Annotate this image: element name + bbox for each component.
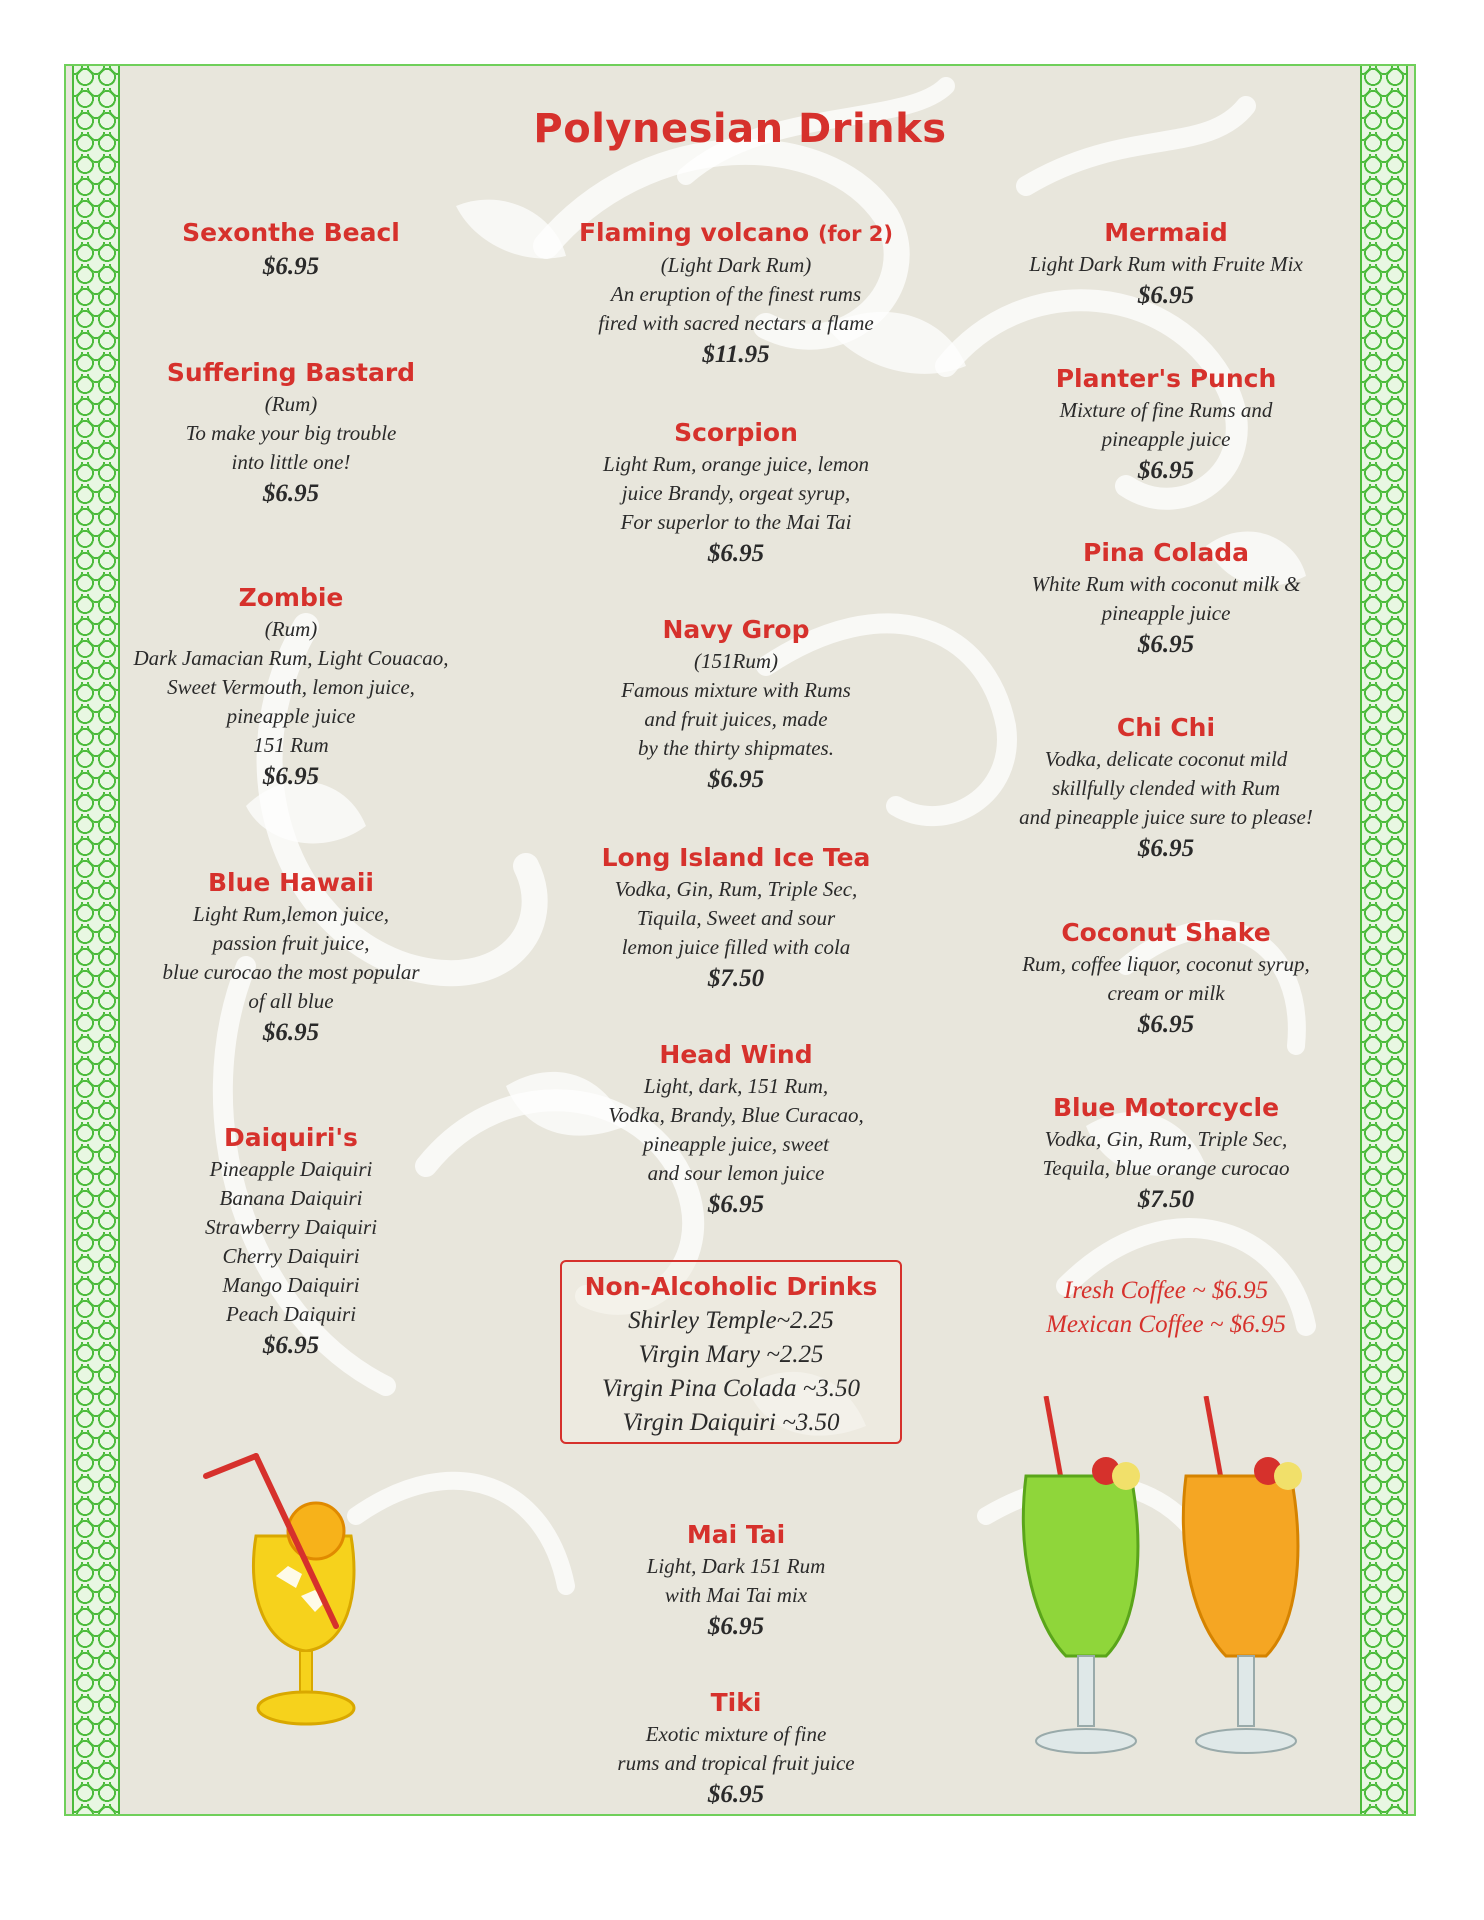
non-alcoholic-box: [560, 1260, 902, 1444]
drink-name: Mermaid: [1104, 218, 1228, 247]
drink-price: $6.95: [707, 1781, 765, 1808]
hurricane-cocktails-art: [1006, 1396, 1336, 1786]
drink-desc-line: (Light Dark Rum): [660, 253, 812, 277]
drink-price: $6.95: [1137, 1011, 1195, 1038]
drink-blue-motorcycle: [976, 1091, 1356, 1217]
drink-desc-line: pineapple juice: [1101, 601, 1231, 625]
drink-desc-line: Mango Daiquiri: [222, 1273, 360, 1297]
drink-desc-line: Light Rum,lemon juice,: [193, 902, 389, 926]
drink-desc-line: juice Brandy, orgeat syrup,: [621, 481, 851, 505]
menu-page: [64, 64, 1416, 1816]
drink-head-wind: [536, 1038, 936, 1222]
drink-desc-line: Light, Dark 151 Rum: [646, 1554, 826, 1578]
green-hurricane-cocktail-icon: [1023, 1396, 1140, 1753]
coffee-item: Mexican Coffee ~ $6.95: [1046, 1311, 1286, 1338]
drink-sexonthe-beacl: [126, 216, 456, 284]
drink-price: $6.95: [707, 1191, 765, 1218]
drink-desc-line: Light, dark, 151 Rum,: [643, 1074, 829, 1098]
drink-desc-line: Sweet Vermouth, lemon juice,: [167, 675, 415, 699]
drink-desc-line: of all blue: [248, 989, 334, 1013]
drink-desc-line: Pineapple Daiquiri: [209, 1157, 373, 1181]
drink-desc-line: An eruption of the finest rums: [610, 282, 862, 306]
drink-desc-line: blue curocao the most popular: [162, 960, 420, 984]
drink-price: $6.95: [262, 480, 320, 507]
non-alcoholic-title: Non-Alcoholic Drinks: [584, 1272, 878, 1301]
drink-chi-chi: [976, 711, 1356, 866]
drink-desc-line: Vodka, Brandy, Blue Curacao,: [608, 1103, 864, 1127]
drink-price: $6.95: [262, 1019, 320, 1046]
drink-desc-line: and pineapple juice sure to please!: [1019, 805, 1313, 829]
drink-desc-line: Tequila, blue orange curocao: [1042, 1156, 1290, 1180]
drink-name: Daiquiri's: [224, 1123, 358, 1152]
drink-blue-hawaii: [126, 866, 456, 1050]
left-decorative-border: [72, 66, 120, 1814]
drink-name: Blue Hawaii: [208, 868, 374, 897]
drink-name: [536, 216, 936, 251]
drink-price: $6.95: [1137, 631, 1195, 658]
drink-price: $6.95: [1137, 835, 1195, 862]
non-alcoholic-item: Virgin Mary ~2.25: [638, 1341, 824, 1368]
drink-name: Navy Grop: [662, 615, 810, 644]
yellow-cocktail-icon: [196, 1446, 396, 1746]
drink-desc-line: (Rum): [264, 392, 318, 416]
drink-desc-line: Tiquila, Sweet and sour: [636, 906, 836, 930]
coffee-item: Iresh Coffee ~ $6.95: [1063, 1277, 1269, 1304]
drink-desc-line: and fruit juices, made: [644, 707, 828, 731]
drink-name: Blue Motorcycle: [1052, 1093, 1280, 1122]
drink-mermaid: [976, 216, 1356, 313]
drink-desc-line: 151 Rum: [253, 733, 329, 757]
drink-name-suffix: (for 2): [817, 222, 893, 246]
menu-title: Polynesian Drinks: [533, 106, 947, 152]
drink-desc-line: (151Rum): [694, 649, 778, 673]
right-decorative-border: [1360, 66, 1408, 1814]
drink-long-island-ice-tea: [536, 841, 936, 996]
non-alcoholic-item: Virgin Pina Colada ~3.50: [602, 1375, 860, 1402]
drink-desc-line: Famous mixture with Rums: [621, 678, 851, 702]
drink-price: $6.95: [1137, 457, 1195, 484]
drink-desc-line: with Mai Tai mix: [664, 1583, 808, 1607]
drink-name: Zombie: [238, 583, 344, 612]
drink-desc-line: fired with sacred nectars a flame: [598, 311, 874, 335]
drink-name: Scorpion: [674, 418, 798, 447]
drink-name: Pina Colada: [1083, 538, 1249, 567]
drink-name: Planter's Punch: [1055, 364, 1277, 393]
drink-name: Sexonthe Beacl: [182, 218, 400, 247]
drink-price: $6.95: [1137, 282, 1195, 309]
drink-price: $7.50: [1137, 1186, 1195, 1213]
drink-flaming-volcano: [536, 216, 936, 372]
non-alcoholic-item: Shirley Temple~2.25: [628, 1307, 834, 1334]
drink-desc-line: To make your big trouble: [185, 421, 397, 445]
drink-desc-line: Mixture of fine Rums and: [1059, 398, 1273, 422]
drink-price: $6.95: [707, 766, 765, 793]
drink-pina-colada: [976, 536, 1356, 662]
drink-zombie: [126, 581, 456, 794]
drink-navy-grop: [536, 613, 936, 797]
drink-desc-line: Banana Daiquiri: [219, 1186, 363, 1210]
drink-desc-line: Dark Jamacian Rum, Light Couacao,: [133, 646, 449, 670]
drink-desc-line: Light Dark Rum with Fruite Mix: [1029, 252, 1303, 276]
drink-name-text: Flaming volcano: [578, 218, 810, 247]
drink-suffering-bastard: [126, 356, 456, 511]
coffee-list: [976, 1274, 1356, 1342]
drink-scorpion: [536, 416, 936, 571]
drink-mai-tai: [536, 1518, 936, 1644]
drink-price: $6.95: [262, 1332, 320, 1359]
drink-desc-line: Strawberry Daiquiri: [204, 1215, 378, 1239]
drink-desc-line: Exotic mixture of fine: [645, 1722, 827, 1746]
drink-name: Suffering Bastard: [166, 358, 416, 387]
orange-hurricane-cocktail-icon: [1183, 1396, 1302, 1753]
drink-price: $6.95: [707, 540, 765, 567]
drink-desc-line: by the thirty shipmates.: [638, 736, 834, 760]
drink-price: $6.95: [262, 253, 320, 280]
drink-desc-line: Rum, coffee liquor, coconut syrup,: [1022, 952, 1310, 976]
drink-tiki: [536, 1686, 936, 1812]
drink-desc-line: pineapple juice, sweet: [642, 1132, 830, 1156]
drink-desc-line: rums and tropical fruit juice: [617, 1751, 855, 1775]
drink-desc-line: Vodka, Gin, Rum, Triple Sec,: [614, 877, 858, 901]
drink-price: $11.95: [702, 341, 770, 368]
drink-desc-line: (Rum): [264, 617, 318, 641]
drink-desc-line: Cherry Daiquiri: [222, 1244, 360, 1268]
drink-desc-line: For superlor to the Mai Tai: [620, 510, 852, 534]
drink-price: $6.95: [262, 763, 320, 790]
drink-name: Mai Tai: [686, 1520, 786, 1549]
drink-desc-line: cream or milk: [1107, 981, 1225, 1005]
drink-desc-line: White Rum with coconut milk &: [1031, 572, 1301, 596]
drink-name: Chi Chi: [1116, 713, 1216, 742]
drink-planters-punch: [976, 362, 1356, 488]
drink-price: $7.50: [707, 965, 765, 992]
drink-coconut-shake: [976, 916, 1356, 1042]
drink-name: Tiki: [710, 1688, 762, 1717]
non-alcoholic-item: Virgin Daiquiri ~3.50: [622, 1409, 840, 1436]
drink-name: Long Island Ice Tea: [601, 843, 871, 872]
drink-desc-line: pineapple juice: [1101, 427, 1231, 451]
drink-name: Head Wind: [659, 1040, 813, 1069]
drink-desc-line: Light Rum, orange juice, lemon: [603, 452, 869, 476]
drink-desc-line: pineapple juice: [226, 704, 356, 728]
drink-desc-line: lemon juice filled with cola: [621, 935, 851, 959]
drink-desc-line: passion fruit juice,: [212, 931, 370, 955]
drink-desc-line: into little one!: [231, 450, 351, 474]
drink-desc-line: Peach Daiquiri: [225, 1302, 357, 1326]
drink-desc-line: Vodka, Gin, Rum, Triple Sec,: [1044, 1127, 1288, 1151]
drink-desc-line: and sour lemon juice: [647, 1161, 825, 1185]
drink-price: $6.95: [707, 1613, 765, 1640]
drink-desc-line: Vodka, delicate coconut mild: [1044, 747, 1288, 771]
drink-desc-line: skillfully clended with Rum: [1051, 776, 1281, 800]
drink-daiquiris: [126, 1121, 456, 1363]
drink-name: Coconut Shake: [1061, 918, 1271, 947]
